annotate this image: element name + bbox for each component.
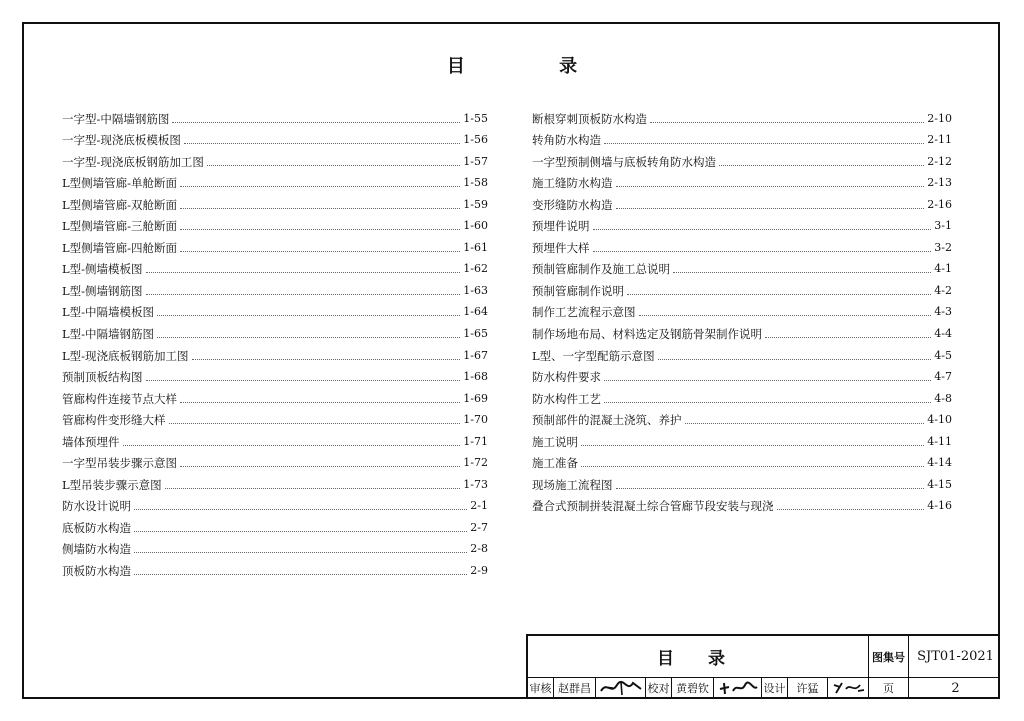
toc-leader-dots xyxy=(639,314,932,316)
toc-leader-dots xyxy=(165,487,461,489)
toc-leader-dots xyxy=(172,121,460,123)
toc-entry xyxy=(62,319,488,341)
toc-entry-page: 4-15 xyxy=(927,477,952,491)
toc-leader-dots xyxy=(765,336,931,338)
toc-entry-title: 底板防水构造 xyxy=(62,520,131,535)
toc-entry xyxy=(62,470,488,492)
toc-entry-title: L型侧墙管廊-单舱断面 xyxy=(62,176,178,191)
toc-leader-dots xyxy=(184,142,460,144)
toc-leader-dots xyxy=(604,401,931,403)
review-signature-mark xyxy=(599,679,643,697)
atlas-number-value: SJT01-2021 xyxy=(917,649,994,664)
toc-entry xyxy=(532,341,952,363)
toc-entry-title: 一字型吊装步骤示意图 xyxy=(62,456,177,471)
toc-entry-page: 1-68 xyxy=(463,370,488,384)
toc-entry xyxy=(62,104,488,126)
toc-entry-title: 管廊构件变形缝大样 xyxy=(62,413,166,428)
title-block xyxy=(526,634,1000,699)
check-signature-mark xyxy=(717,679,759,697)
toc-entry-page: 2-13 xyxy=(927,176,952,190)
toc-leader-dots xyxy=(157,314,460,316)
toc-entry xyxy=(62,384,488,406)
toc-leader-dots xyxy=(616,185,925,187)
toc-entry xyxy=(62,233,488,255)
toc-entry xyxy=(532,212,952,234)
toc-leader-dots xyxy=(134,508,467,510)
toc-leader-dots xyxy=(593,250,932,252)
toc-entry xyxy=(532,255,952,277)
toc-entry xyxy=(532,319,952,341)
toc-leader-dots xyxy=(146,379,461,381)
design-label: 设计 xyxy=(762,677,788,699)
toc-entry xyxy=(62,492,488,514)
toc-leader-dots xyxy=(604,379,931,381)
toc-entry-title: 变形缝防水构造 xyxy=(532,197,613,212)
toc-entry-page: 3-2 xyxy=(934,240,952,254)
toc-entry-title: L型-侧墙模板图 xyxy=(62,262,143,277)
toc-entry xyxy=(62,535,488,557)
toc-entry-title: 防水构件工艺 xyxy=(532,391,601,406)
review-name: 赵群昌 xyxy=(554,677,596,699)
toc-entry xyxy=(62,147,488,169)
check-signature xyxy=(714,677,762,699)
toc-entry xyxy=(62,298,488,320)
toc-leader-dots xyxy=(658,358,932,360)
toc-entry-page: 1-57 xyxy=(463,154,488,168)
toc-entry xyxy=(532,104,952,126)
toc-entry-page: 2-12 xyxy=(927,154,952,168)
toc-entry xyxy=(62,255,488,277)
toc-leader-dots xyxy=(180,465,460,467)
toc-entry-title: 施工缝防水构造 xyxy=(532,176,613,191)
toc-entry-title: 预制管廊制作及施工总说明 xyxy=(532,262,670,277)
toc-leader-dots xyxy=(180,228,460,230)
toc-entry-page: 1-64 xyxy=(463,305,488,319)
page-number-value: 2 xyxy=(951,680,960,696)
page-title: 目 录 xyxy=(446,56,622,77)
toc-entry-page: 4-7 xyxy=(934,370,952,384)
toc-entry xyxy=(532,384,952,406)
toc-entry-title: L型吊装步骤示意图 xyxy=(62,477,162,492)
design-name: 许猛 xyxy=(788,677,828,699)
toc-entry xyxy=(532,169,952,191)
toc-leader-dots xyxy=(146,271,461,273)
toc-leader-dots xyxy=(673,271,931,273)
toc-entry-page: 1-71 xyxy=(463,434,488,448)
toc-entry-page: 4-2 xyxy=(934,283,952,297)
toc-entry-page: 1-65 xyxy=(463,327,488,341)
toc-entry xyxy=(532,276,952,298)
toc-entry-page: 4-5 xyxy=(934,348,952,362)
toc-entry-page: 1-60 xyxy=(463,219,488,233)
toc-entry-page: 1-72 xyxy=(463,456,488,470)
toc-leader-dots xyxy=(134,530,467,532)
toc-left-column xyxy=(62,104,488,578)
toc-entry-title: 墙体预埋件 xyxy=(62,434,120,449)
toc-leader-dots xyxy=(157,336,460,338)
toc-leader-dots xyxy=(180,401,460,403)
toc-entry-title: 预制管廊制作说明 xyxy=(532,283,624,298)
toc-entry-title: 管廊构件连接节点大样 xyxy=(62,391,177,406)
toc-leader-dots xyxy=(146,293,461,295)
atlas-number-label: 图集号 xyxy=(869,636,909,677)
toc-entry xyxy=(532,492,952,514)
toc-entry-page: 1-56 xyxy=(463,133,488,147)
toc-entry xyxy=(532,470,952,492)
toc-leader-dots xyxy=(123,444,461,446)
toc-entry-title: L型-侧墙钢筋图 xyxy=(62,283,143,298)
toc-leader-dots xyxy=(593,228,932,230)
toc-entry xyxy=(532,190,952,212)
toc-entry-title: 施工说明 xyxy=(532,434,578,449)
review-label: 审核 xyxy=(528,677,554,699)
toc-entry-page: 2-8 xyxy=(470,542,488,556)
toc-entry-title: 一字型预制侧墙与底板转角防水构造 xyxy=(532,154,716,169)
toc-leader-dots xyxy=(180,185,460,187)
toc-entry-title: 一字型-现浇底板模板图 xyxy=(62,133,181,148)
toc-entry-title: 一字型-中隔墙钢筋图 xyxy=(62,111,170,126)
toc-right-column xyxy=(532,104,952,513)
toc-entry xyxy=(532,233,952,255)
toc-entry xyxy=(62,276,488,298)
toc-leader-dots xyxy=(180,250,460,252)
toc-entry-page: 2-10 xyxy=(927,111,952,125)
toc-leader-dots xyxy=(685,422,925,424)
toc-entry xyxy=(532,363,952,385)
toc-entry-page: 1-59 xyxy=(463,197,488,211)
toc-entry-title: L型-现浇底板钢筋加工图 xyxy=(62,348,189,363)
toc-leader-dots xyxy=(777,508,925,510)
toc-entry-title: 防水构件要求 xyxy=(532,370,601,385)
toc-entry-title: 预制部件的混凝土浇筑、养护 xyxy=(532,413,682,428)
toc-entry xyxy=(62,427,488,449)
design-signature-mark xyxy=(830,679,866,697)
toc-leader-dots xyxy=(180,207,460,209)
page-label: 页 xyxy=(869,677,909,699)
toc-entry xyxy=(532,147,952,169)
toc-entry-page: 1-73 xyxy=(463,477,488,491)
toc-entry xyxy=(62,190,488,212)
toc-entry-title: 制作场地布局、材料选定及钢筋骨架制作说明 xyxy=(532,327,762,342)
toc-entry-page: 2-9 xyxy=(470,564,488,578)
toc-entry-title: L型-中隔墙模板图 xyxy=(62,305,155,320)
toc-entry-page: 1-67 xyxy=(463,348,488,362)
toc-entry-title: 预埋件说明 xyxy=(532,219,590,234)
toc-entry-title: 施工准备 xyxy=(532,456,578,471)
toc-entry-title: 制作工艺流程示意图 xyxy=(532,305,636,320)
toc-leader-dots xyxy=(616,487,925,489)
toc-entry-page: 1-61 xyxy=(463,240,488,254)
toc-entry-page: 1-63 xyxy=(463,283,488,297)
toc-entry-title: 一字型-现浇底板钢筋加工图 xyxy=(62,154,204,169)
toc-entry xyxy=(532,427,952,449)
toc-entry-title: 预制顶板结构图 xyxy=(62,370,143,385)
toc-leader-dots xyxy=(134,551,467,553)
toc-leader-dots xyxy=(192,358,461,360)
check-label: 校对 xyxy=(646,677,672,699)
toc-entry-title: L型-中隔墙钢筋图 xyxy=(62,327,155,342)
toc-entry-page: 3-1 xyxy=(934,219,952,233)
toc-entry-page: 4-10 xyxy=(927,413,952,427)
toc-entry-page: 4-16 xyxy=(927,499,952,513)
title-block-name: 目 录 xyxy=(528,636,869,677)
toc-leader-dots xyxy=(207,164,460,166)
toc-entry-title: 防水设计说明 xyxy=(62,499,131,514)
toc-leader-dots xyxy=(581,444,924,446)
toc-entry xyxy=(532,449,952,471)
toc-entry-title: 侧墙防水构造 xyxy=(62,542,131,557)
check-name: 黄碧钦 xyxy=(672,677,714,699)
toc-entry xyxy=(532,298,952,320)
toc-entry xyxy=(62,406,488,428)
toc-entry-page: 1-69 xyxy=(463,391,488,405)
toc-leader-dots xyxy=(650,121,924,123)
toc-entry-page: 2-11 xyxy=(927,133,952,147)
toc-entry-title: 叠合式预制拼装混凝土综合管廊节段安装与现浇 xyxy=(532,499,774,514)
toc-entry-title: 转角防水构造 xyxy=(532,133,601,148)
toc-entry-page: 1-58 xyxy=(463,176,488,190)
toc-entry-title: 断根穿刺顶板防水构造 xyxy=(532,111,647,126)
toc-entry-page: 2-7 xyxy=(470,520,488,534)
toc-entry-page: 4-8 xyxy=(934,391,952,405)
toc-entry xyxy=(532,126,952,148)
toc-leader-dots xyxy=(169,422,461,424)
toc-entry-page: 1-62 xyxy=(463,262,488,276)
design-signature xyxy=(828,677,869,699)
toc-entry-page: 2-1 xyxy=(470,499,488,513)
toc-entry xyxy=(62,449,488,471)
toc-entry-title: L型侧墙管廊-双舱断面 xyxy=(62,197,178,212)
toc-entry-page: 4-1 xyxy=(934,262,952,276)
toc-leader-dots xyxy=(627,293,931,295)
toc-leader-dots xyxy=(616,207,925,209)
toc-entry-page: 2-16 xyxy=(927,197,952,211)
toc-entry-page: 4-14 xyxy=(927,456,952,470)
toc-entry-title: L型侧墙管廊-三舱断面 xyxy=(62,219,178,234)
toc-entry xyxy=(62,169,488,191)
toc-leader-dots xyxy=(581,465,924,467)
toc-leader-dots xyxy=(604,142,924,144)
toc-entry-page: 4-3 xyxy=(934,305,952,319)
toc-entry-title: 顶板防水构造 xyxy=(62,564,131,579)
toc-entry-page: 1-55 xyxy=(463,111,488,125)
toc-entry-title: 预埋件大样 xyxy=(532,240,590,255)
toc-leader-dots xyxy=(719,164,924,166)
review-signature xyxy=(596,677,646,699)
toc-entry xyxy=(62,126,488,148)
toc-entry-page: 4-4 xyxy=(934,327,952,341)
toc-entry xyxy=(62,363,488,385)
toc-entry-page: 4-11 xyxy=(927,434,952,448)
toc-entry xyxy=(62,341,488,363)
toc-entry xyxy=(62,513,488,535)
toc-entry xyxy=(62,212,488,234)
toc-entry xyxy=(62,556,488,578)
toc-entry-title: L型侧墙管廊-四舱断面 xyxy=(62,240,178,255)
toc-entry-page: 1-70 xyxy=(463,413,488,427)
toc-entry xyxy=(532,406,952,428)
toc-entry-title: 现场施工流程图 xyxy=(532,477,613,492)
toc-entry-title: L型、一字型配筋示意图 xyxy=(532,348,655,363)
toc-leader-dots xyxy=(134,573,467,575)
